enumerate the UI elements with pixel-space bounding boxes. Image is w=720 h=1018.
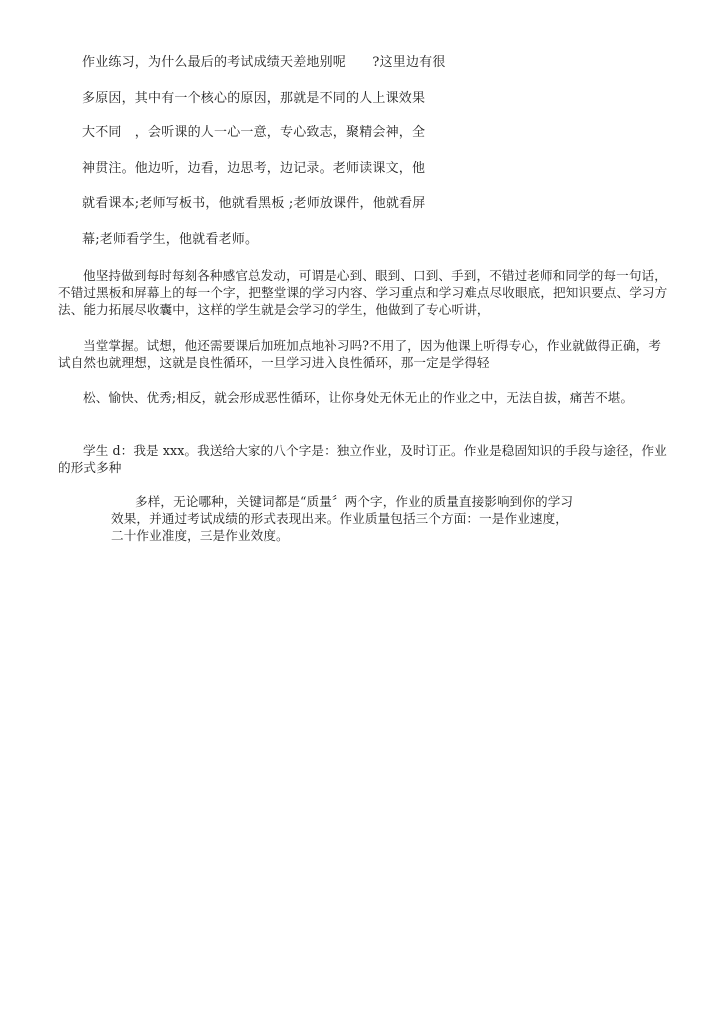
paragraph: 松、愉快、优秀;相反，就会形成恶性循环，让你身处无休无止的作业之中，无法自拔，痛苦不堪。: [83, 390, 634, 405]
paragraph: 多样，无论哪种，关键词都是“质量〞两个字，作业的质量直接影响到你的学习效果，并通过考试成绩的形式表现出来。作业质量包括三个方面：一是作业速度，二十作业准度，三是作业效度。: [111, 494, 574, 543]
paragraph: 学生 d：我是 xxx。我送给大家的八个字是：独立作业，及时订正。作业是稳固知识的手段与途径，作业的形式多种: [58, 443, 667, 475]
text-line: 多原因，其中有一个核心的原因，那就是不同的人上课效果: [82, 91, 426, 106]
text-line: 幕;老师看学生，他就看老师。: [82, 232, 259, 247]
paragraph: 当堂掌握。试想，他还需要课后加班加点地补习吗?不用了，因为他课上听得专心，作业就做得正确，考试自然也就理想，这就是良性循环，一旦学习进入良性循环，那一定是学得轻: [58, 338, 662, 370]
text-line: 大不同 ，会听课的人一心一意，专心致志，聚精会神，全: [82, 125, 426, 140]
text-line: 就看课本;老师写板书，他就看黑板 ;老师放课件，他就看屏: [82, 196, 426, 211]
paragraph: 他坚持做到每时每刻各种感官总发动，可谓是心到、眼到、口到、手到，不错过老师和同学的每一句话，不错过黑板和屏幕上的每一个字，把整堂课的学习内容、学习重点和学习难点尽收眼底，把知识要点、学习方法、能力拓展尽收囊中，这样的学生就是会学习的学生，他做到了专心听讲，: [58, 268, 668, 317]
text-line: 作业练习，为什么最后的考试成绩天差地别呢 ?这里边有很: [82, 55, 446, 70]
text-line: 神贯注。他边听，边看，边思考，边记录。老师读课文，他: [82, 161, 426, 176]
